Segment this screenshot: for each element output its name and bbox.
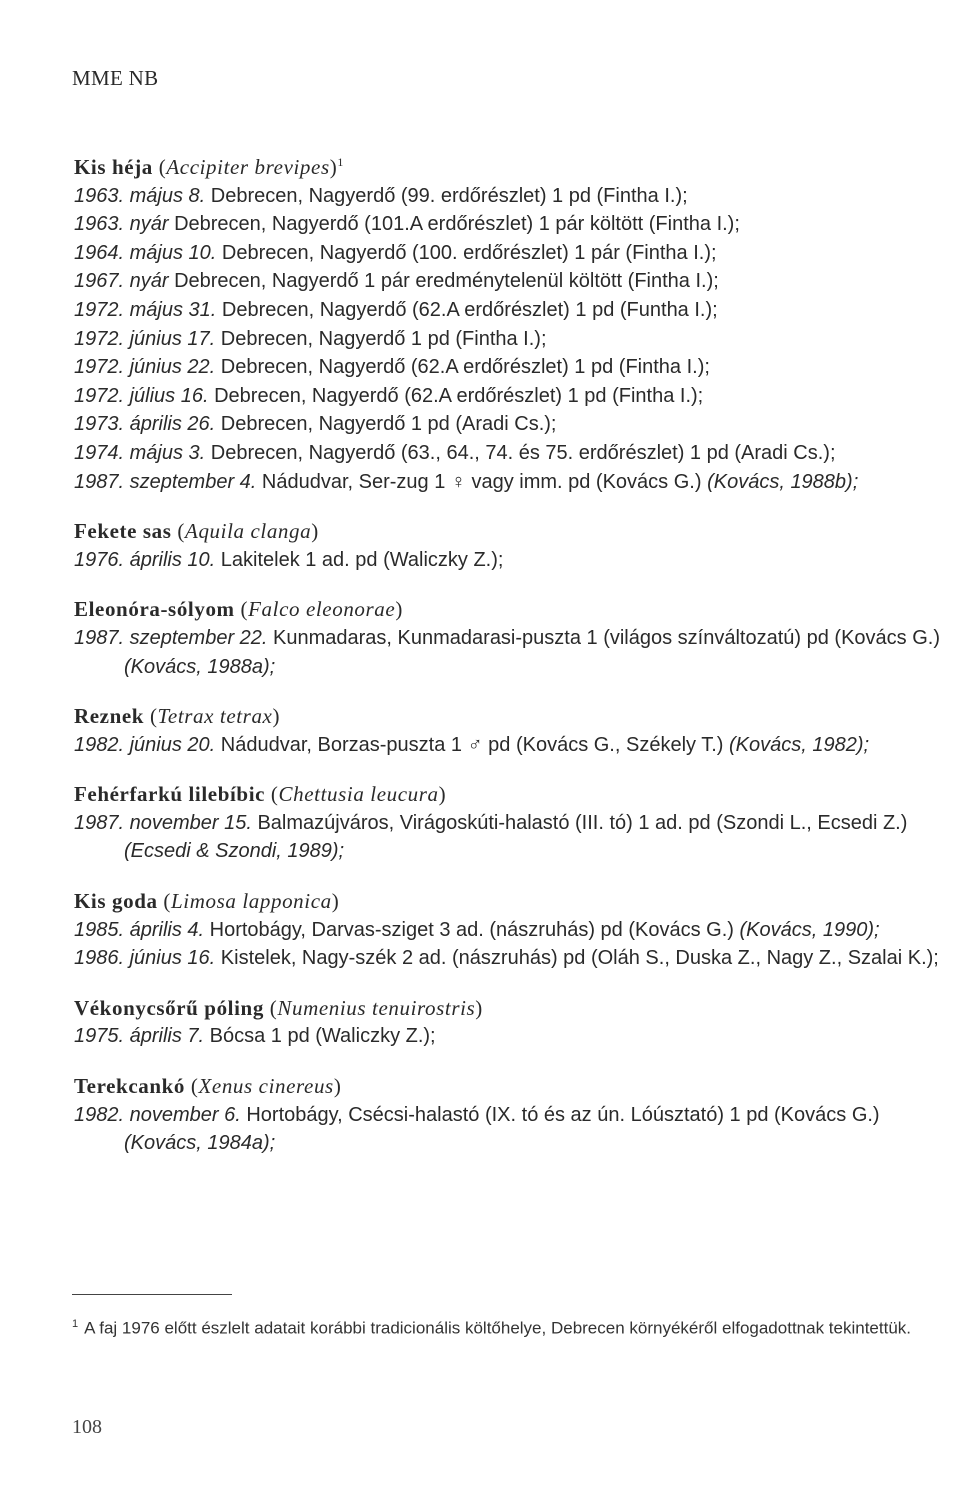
record-text: Hortobágy, Darvas-sziget 3 ad. (nászruhás) pd (Kovács G.) xyxy=(204,918,740,941)
species-latin-name: Numenius tenuirostris xyxy=(277,995,476,1020)
record-date: 1972. május 31. xyxy=(74,298,217,321)
record-date: 1967. nyár xyxy=(74,270,169,293)
species-block xyxy=(74,994,946,1051)
record-entry xyxy=(74,210,946,239)
record-date: 1986. június 16. xyxy=(74,947,216,970)
species-heading: Kis héja (Accipiter brevipes)$^1$ xyxy=(74,155,344,179)
species-records xyxy=(74,148,946,1179)
species-latin-name: Accipiter brevipes xyxy=(166,155,330,179)
record-date: 1972. június 17. xyxy=(74,327,216,350)
record-text: Debrecen, Nagyerdő 1 pd (Fintha I.); xyxy=(215,327,547,350)
record-date: 1972. június 22. xyxy=(74,356,216,379)
record-entry xyxy=(74,439,946,468)
page-number: 108 xyxy=(72,1416,102,1438)
species-block xyxy=(74,148,946,496)
record-date: 1975. április 7. xyxy=(74,1025,205,1048)
record-entry xyxy=(74,546,946,575)
species-heading: Kis goda (Limosa lapponica) xyxy=(74,889,340,914)
record-entry xyxy=(74,382,946,411)
record-text: Debrecen, Nagyerdő (62.A erdőrészlet) 1 pd (Fintha I.); xyxy=(208,384,704,407)
record-date: 1974. május 3. xyxy=(74,441,206,464)
species-name: Eleonóra-sólyom xyxy=(74,597,235,622)
record-text: Bócsa 1 pd (Waliczky Z.); xyxy=(204,1025,436,1048)
species-latin-name: Tetrax tetrax xyxy=(157,704,273,729)
species-latin-name: Falco eleonorae xyxy=(248,597,396,622)
record-reference: (Ecsedi & Szondi, 1989); xyxy=(124,840,345,863)
record-entry xyxy=(74,809,946,866)
footnote-rule xyxy=(72,1294,232,1295)
record-text: Nádudvar, Ser-zug 1 ♀ vagy imm. pd (Kovács G.) xyxy=(256,470,708,493)
species-block xyxy=(74,595,946,681)
species-name: Reznek xyxy=(74,704,145,729)
record-entry xyxy=(74,944,946,973)
record-reference: (Kovács, 1988b); xyxy=(707,470,859,493)
species-latin-name: Xenus cinereus xyxy=(198,1074,334,1099)
record-entry xyxy=(74,239,946,268)
species-heading: Eleonóra-sólyom (Falco eleonorae) xyxy=(74,597,403,622)
record-reference: (Kovács, 1982); xyxy=(728,733,870,756)
species-latin-name: Limosa lapponica xyxy=(171,889,332,914)
record-text: Debrecen, Nagyerdő (101.A erdőrészlet) 1 pár költött (Fintha I.); xyxy=(168,213,740,236)
record-text: Debrecen, Nagyerdő (99. erdőrészlet) 1 pd (Fintha I.); xyxy=(205,184,688,207)
species-heading: Fekete sas (Aquila clanga) xyxy=(74,519,319,544)
species-name: Kis goda xyxy=(74,889,158,914)
record-date: 1963. május 8. xyxy=(74,184,206,207)
record-text: Kistelek, Nagy-szék 2 ad. (nászruhás) pd (Oláh S., Duska Z., Nagy Z., Szalai K.); xyxy=(215,947,939,970)
record-date: 1985. április 4. xyxy=(74,918,205,941)
record-entry xyxy=(74,731,946,760)
record-text: Lakitelek 1 ad. pd (Waliczky Z.); xyxy=(215,548,504,571)
footnote-mark: 1 xyxy=(72,1318,79,1330)
species-name: Vékonycsőrű póling xyxy=(74,995,264,1020)
record-date: 1973. április 26. xyxy=(74,413,216,436)
species-heading: Fehérfarkú lilebíbic (Chettusia leucura) xyxy=(74,782,447,807)
record-entry xyxy=(74,624,946,681)
footnote-ref: 1 xyxy=(337,155,344,169)
species-block xyxy=(74,887,946,973)
record-date: 1972. július 16. xyxy=(74,384,209,407)
species-block xyxy=(74,517,946,574)
record-entry xyxy=(74,296,946,325)
record-date: 1982. november 6. xyxy=(74,1103,241,1126)
record-date: 1964. május 10. xyxy=(74,241,217,264)
running-header: MME NB xyxy=(72,66,159,90)
record-text: Debrecen, Nagyerdő 1 pd (Aradi Cs.); xyxy=(215,413,557,436)
record-text: Nádudvar, Borzas-puszta 1 ♂ pd (Kovács G., Székely T.) xyxy=(215,733,729,756)
record-entry xyxy=(74,468,946,497)
record-date: 1987. november 15. xyxy=(74,811,252,834)
record-text: Hortobágy, Csécsi-halastó (IX. tó és az ún. Lóúsztató) 1 pd (Kovács G.) xyxy=(240,1103,880,1126)
species-heading: Reznek (Tetrax tetrax) xyxy=(74,704,281,729)
record-text: Debrecen, Nagyerdő (63., 64., 74. és 75. erdőrészlet) 1 pd (Aradi Cs.); xyxy=(205,441,836,464)
record-text: Balmazújváros, Virágoskúti-halastó (III. tó) 1 ad. pd (Szondi L., Ecsedi Z.) xyxy=(251,811,908,834)
record-text: Kunmadaras, Kunmadarasi-puszta 1 (világos színváltozatú) pd (Kovács G.) xyxy=(267,626,940,649)
record-text: Debrecen, Nagyerdő (100. erdőrészlet) 1 pár (Fintha I.); xyxy=(216,241,717,264)
record-entry xyxy=(74,353,946,382)
record-entry xyxy=(74,410,946,439)
species-name: Fekete sas xyxy=(74,519,172,544)
record-entry xyxy=(74,1101,946,1158)
record-entry xyxy=(74,916,946,945)
record-entry xyxy=(74,182,946,211)
species-block xyxy=(74,1072,946,1158)
record-date: 1963. nyár xyxy=(74,213,169,236)
species-name: Terekcankó xyxy=(74,1074,186,1099)
record-reference: (Kovács, 1984a); xyxy=(124,1132,276,1155)
record-entry xyxy=(74,1022,946,1051)
record-date: 1982. június 20. xyxy=(74,733,216,756)
species-name: Fehérfarkú lilebíbic xyxy=(74,782,266,807)
record-reference: (Kovács, 1990); xyxy=(739,918,880,941)
species-name: Kis héja xyxy=(74,155,153,179)
record-text: Debrecen, Nagyerdő 1 pár eredménytelenül költött (Fintha I.); xyxy=(168,270,719,293)
record-text: Debrecen, Nagyerdő (62.A erdőrészlet) 1 pd (Funtha I.); xyxy=(216,298,718,321)
species-heading: Vékonycsőrű póling (Numenius tenuirostris) xyxy=(74,995,483,1020)
footnote xyxy=(72,1310,944,1343)
species-block xyxy=(74,702,946,759)
record-entry xyxy=(74,325,946,354)
species-latin-name: Chettusia leucura xyxy=(278,782,439,807)
record-date: 1987. szeptember 4. xyxy=(74,470,257,493)
species-latin-name: Aquila clanga xyxy=(185,519,312,544)
record-entry xyxy=(74,267,946,296)
species-heading: Terekcankó (Xenus cinereus) xyxy=(74,1074,342,1099)
footnote-text: A faj 1976 előtt észlelt adatait korábbi tradicionális költőhelye, Debrecen környékéről elfogadottnak tekintettük. xyxy=(84,1318,912,1338)
species-block xyxy=(74,780,946,866)
record-date: 1987. szeptember 22. xyxy=(74,626,268,649)
record-reference: (Kovács, 1988a); xyxy=(124,655,276,678)
record-text: Debrecen, Nagyerdő (62.A erdőrészlet) 1 pd (Fintha I.); xyxy=(215,356,710,379)
record-date: 1976. április 10. xyxy=(74,548,216,571)
